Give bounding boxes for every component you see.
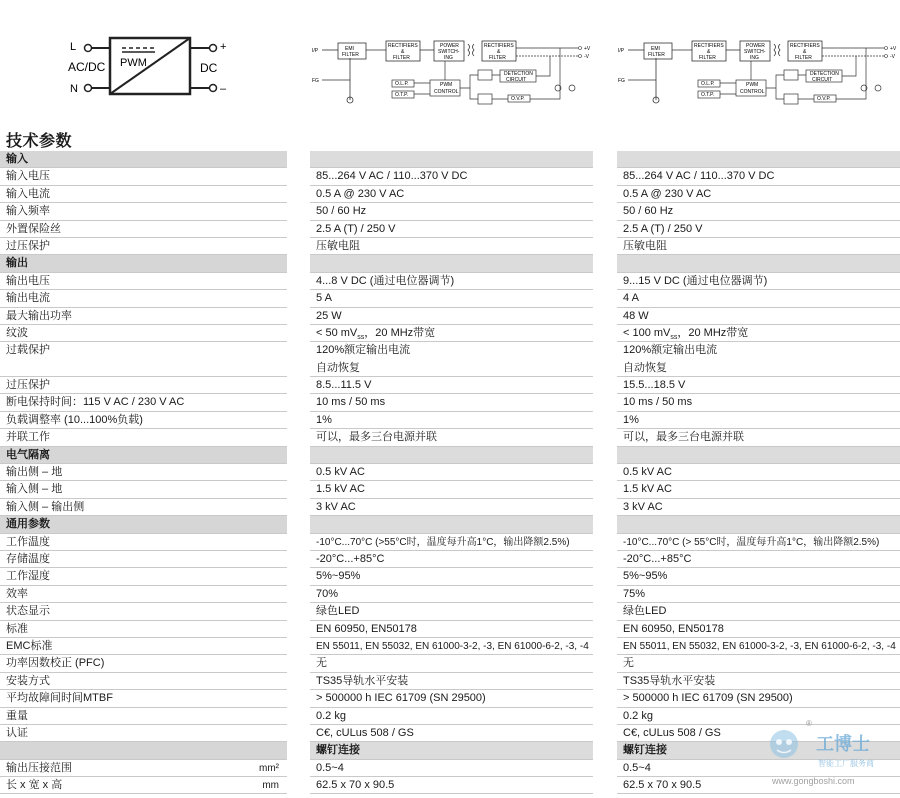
table-row: 标准 EN 60950, EN50178 EN 60950, EN50178 [0,621,900,638]
table-row: 状态显示 绿色LED 绿色LED [0,603,900,620]
table-row: 输入频率 50 / 60 Hz 50 / 60 Hz [0,203,900,220]
svg-text:&: & [401,49,405,55]
table-row: 输出压接范围 mm² 0.5~4 0.5~4 [0,760,900,777]
svg-text:FG: FG [312,78,319,84]
table-row: 过载保护 120%额定输出电流 自动恢复 120%额定输出电流 自动恢复 [0,342,900,377]
svg-text:I/P: I/P [618,48,625,54]
table-row: 输入电压 85...264 V AC / 110...370 V DC 85...264 V AC / 110...370 V DC [0,168,900,185]
svg-text:FILTER: FILTER [489,55,506,61]
table-row: 工作温度 -10°C...70°C (>55°C时，温度每升高1°C，输出降额2.5%) -10°C...70°C (> 55°C时，温度每升高1°C，输出降额2.5%) [0,534,900,551]
svg-text:DETECTION: DETECTION [810,71,839,77]
table-row: 纹波 < 50 $mV_{ss}$，20 MHz带宽 < 100 $mV_{ss}$，20 MHz带宽 [0,325,900,342]
unit-label: mm [262,780,279,792]
table-row: 安装方式 TS35导轨水平安装 TS35导轨水平安装 [0,673,900,690]
svg-text:CIRCUIT: CIRCUIT [506,77,527,83]
table-row: 效率 70% 75% [0,586,900,603]
svg-text:O.L.P.: O.L.P. [395,81,409,87]
table-row: 输出电压 4...8 V DC (通过电位器调节) 9...15 V DC (通过电位器调节) [0,273,900,290]
table-row: 负载调整率 (10...100%负载) 1% 1% [0,412,900,429]
svg-text:POWER: POWER [746,43,765,49]
svg-text:ING: ING [444,55,453,61]
svg-text:POWER: POWER [440,43,459,49]
spec-table [0,151,900,794]
acdc-label: AC/DC [68,60,106,74]
table-row: 存储温度 -20°C...+85°C -20°C...+85°C [0,551,900,568]
svg-text:&: & [707,49,711,55]
block-diagram-1 [310,38,600,118]
table-row: 过压保护 压敏电阻 压敏电阻 [0,238,900,255]
svg-text:CIRCUIT: CIRCUIT [812,77,833,83]
table-row: 输入电流 0.5 A @ 230 V AC 0.5 A @ 230 V AC [0,186,900,203]
svg-text:RECTIFIERS: RECTIFIERS [388,43,418,49]
table-row: 外置保险丝 2.5 A (T) / 250 V 2.5 A (T) / 250 V [0,221,900,238]
terminal-n-label: N [70,83,78,95]
svg-text:SWITCH-: SWITCH- [744,49,766,55]
table-row: 输出侧 – 地 0.5 kV AC 0.5 kV AC [0,464,900,481]
svg-text:&: & [497,49,501,55]
svg-text:FILTER: FILTER [342,52,359,58]
svg-text:O.L.P.: O.L.P. [701,81,715,87]
table-row: 功率因数校正 (PFC) 无 无 [0,655,900,672]
table-row: 并联工作 可以，最多三台电源并联 可以，最多三台电源并联 [0,429,900,446]
svg-text:ING: ING [750,55,759,61]
section-isolation: 电气隔离 [0,447,900,464]
svg-text:SWITCH-: SWITCH- [438,49,460,55]
table-row: 重量 0.2 kg 0.2 kg [0,708,900,725]
svg-text:O.T.P.: O.T.P. [701,92,715,98]
table-row: EMC标准 EN 55011, EN 55032, EN 61000-3-2, -3, EN 61000-6-2, -3, -4 EN 55011, EN 55032, EN 61000-3-2, -3, EN 61000-6-2, -3, -4 [0,638,900,655]
svg-text:智能工厂服务商: 智能工厂服务商 [818,759,874,768]
table-row: 输入侧 – 地 1.5 kV AC 1.5 kV AC [0,481,900,498]
acdc-symbol-diagram [60,28,310,138]
svg-text:FILTER: FILTER [795,55,812,61]
svg-text:O.T.P.: O.T.P. [395,92,409,98]
table-row: 工作湿度 5%~95% 5%~95% [0,568,900,585]
svg-text:EMI: EMI [345,46,354,52]
svg-text:&: & [803,49,807,55]
table-row: 最大输出功率 25 W 48 W [0,308,900,325]
terminal-l-label: L [70,41,77,53]
section-input: 输入 [0,151,900,168]
svg-text:EMI: EMI [651,46,660,52]
table-row: 输出电流 5 A 4 A [0,290,900,307]
section-connection: 螺钉连接 螺钉连接 [0,742,900,759]
plus-label: + [220,41,227,53]
table-row: 长 x 宽 x 高 mm 62.5 x 70 x 90.5 62.5 x 70 x 90.5 [0,777,900,794]
diagram-strip [0,0,900,120]
svg-text:www.gongboshi.com: www.gongboshi.com [772,776,855,786]
table-row: 过压保护 8.5...11.5 V 15.5...18.5 V [0,377,900,394]
pwm-label: PWM [120,57,147,69]
svg-text:FILTER: FILTER [699,55,716,61]
svg-text:-V: -V [890,54,895,60]
svg-text:I/P: I/P [312,48,319,54]
svg-text:®: ® [806,719,812,728]
svg-text:FILTER: FILTER [648,52,665,58]
table-row: 平均故障间时间MTBF > 500000 h IEC 61709 (SN 29500) > 500000 h IEC 61709 (SN 29500) [0,690,900,707]
svg-text:FILTER: FILTER [393,55,410,61]
svg-text:DETECTION: DETECTION [504,71,533,77]
svg-text:FG: FG [618,78,625,84]
table-row: 输入侧 – 输出侧 3 kV AC 3 kV AC [0,499,900,516]
block-diagram-2 [616,38,900,118]
table-row: 认证 C€, cULus 508 / GS C€, cULus 508 / GS [0,725,900,742]
svg-text:O.V.P.: O.V.P. [817,96,831,102]
table-row: 断电保持时间：115 V AC / 230 V AC 10 ms / 50 ms 10 ms / 50 ms [0,394,900,411]
watermark-logo [762,718,900,798]
svg-text:+V: +V [890,46,897,52]
svg-text:CONTROL: CONTROL [740,89,765,95]
svg-text:CONTROL: CONTROL [434,89,459,95]
page-title: 技术参数 [6,133,73,150]
svg-text:PWM: PWM [746,82,759,88]
svg-text:PWM: PWM [440,82,453,88]
svg-text:+V: +V [584,46,591,52]
svg-text:O.V.P.: O.V.P. [511,96,525,102]
svg-text:-V: -V [584,54,589,60]
dc-label: DC [200,61,218,75]
section-general: 通用参数 [0,516,900,533]
svg-text:RECTIFIERS: RECTIFIERS [484,43,514,49]
svg-text:RECTIFIERS: RECTIFIERS [790,43,820,49]
minus-label: – [220,83,227,95]
unit-label: mm² [259,762,279,774]
svg-text:工博士: 工博士 [816,734,870,754]
section-output: 输出 [0,255,900,272]
svg-text:RECTIFIERS: RECTIFIERS [694,43,724,49]
